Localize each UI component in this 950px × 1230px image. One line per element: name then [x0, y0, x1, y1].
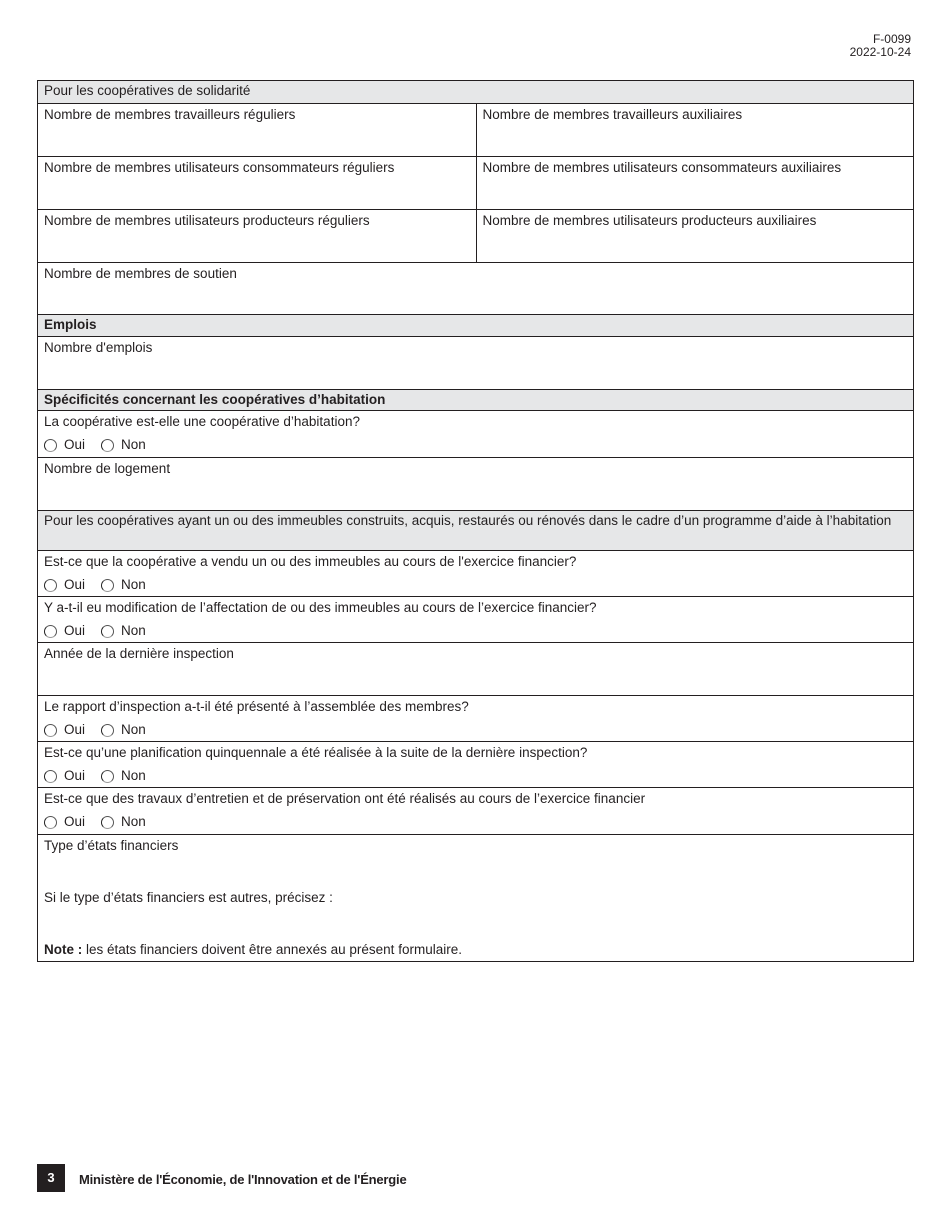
statements-type-label: Type d’états financiers	[44, 838, 179, 853]
question-is-housing	[38, 410, 913, 457]
radio-label-no: Non	[121, 623, 146, 638]
form-table	[37, 80, 914, 962]
radio-option-no[interactable]	[101, 437, 146, 453]
radio-circle[interactable]	[44, 579, 57, 592]
question-modification	[38, 596, 913, 642]
producer-auxiliary-field[interactable]	[476, 210, 914, 262]
row-consumers	[38, 156, 913, 209]
radio-label-yes: Oui	[64, 437, 86, 452]
section-housing	[38, 389, 913, 410]
radio-circle[interactable]	[44, 770, 57, 783]
consumer-regular-label: Nombre de membres utilisateurs consommateurs réguliers	[44, 160, 395, 175]
question-modification-label: Y a-t-il eu modification de l’affectation de ou des immeubles au cours de l’exercice financier?	[44, 600, 597, 615]
producer-regular-label: Nombre de membres utilisateurs producteurs réguliers	[44, 213, 370, 228]
note-label: Note :	[44, 942, 83, 957]
radio-circle[interactable]	[101, 579, 114, 592]
ministry-name: Ministère de l'Économie, de l'Innovation et de l'Énergie	[79, 1172, 407, 1187]
statements-other-label: Si le type d’états financiers est autres, précisez :	[44, 890, 333, 905]
jobs-count-field[interactable]	[38, 336, 913, 389]
radio-circle[interactable]	[44, 625, 57, 638]
consumer-auxiliary-field[interactable]	[476, 157, 914, 209]
radio-circle[interactable]	[101, 816, 114, 829]
section-jobs-title: Emplois	[44, 317, 97, 332]
worker-regular-label: Nombre de membres travailleurs réguliers	[44, 107, 296, 122]
radio-circle[interactable]	[44, 816, 57, 829]
radio-option-no[interactable]	[101, 768, 146, 784]
radio-group-report-presented	[44, 722, 907, 738]
support-members-label: Nombre de membres de soutien	[44, 266, 237, 281]
radio-option-yes[interactable]	[44, 768, 85, 784]
radio-label-yes: Oui	[64, 577, 86, 592]
radio-group-five-year-plan	[44, 768, 907, 784]
housing-units-field[interactable]	[38, 457, 913, 510]
form-date: 2022-10-24	[849, 45, 911, 59]
radio-option-yes[interactable]	[44, 577, 85, 593]
question-report-presented-label: Le rapport d’inspection a-t-il été présenté à l’assemblée des membres?	[44, 699, 469, 714]
radio-option-no[interactable]	[101, 577, 146, 593]
radio-group-modification	[44, 623, 907, 639]
statements-other-field[interactable]	[38, 887, 913, 939]
consumer-auxiliary-label: Nombre de membres utilisateurs consommateurs auxiliaires	[482, 160, 842, 175]
last-inspection-field[interactable]	[38, 642, 913, 695]
question-sold	[38, 550, 913, 596]
question-maintenance	[38, 787, 913, 834]
radio-label-no: Non	[121, 577, 146, 592]
radio-group-sold	[44, 577, 907, 593]
radio-label-no: Non	[121, 814, 146, 829]
question-five-year-plan	[38, 741, 913, 787]
radio-label-yes: Oui	[64, 814, 86, 829]
form-number: F-0099	[872, 32, 911, 46]
radio-circle[interactable]	[101, 625, 114, 638]
radio-circle[interactable]	[101, 770, 114, 783]
radio-option-no[interactable]	[101, 814, 146, 830]
statements-type-field[interactable]	[38, 835, 913, 887]
radio-circle[interactable]	[44, 439, 57, 452]
question-maintenance-label: Est-ce que des travaux d’entretien et de préservation ont été réalisés au cours de l’exercice financier	[44, 791, 646, 806]
last-inspection-label: Année de la dernière inspection	[44, 646, 234, 661]
question-five-year-plan-label: Est-ce qu’une planification quinquennale a été réalisée à la suite de la dernière inspection?	[44, 745, 588, 760]
radio-circle[interactable]	[101, 439, 114, 452]
page-number: 3	[47, 1170, 55, 1185]
section-program-title: Pour les coopératives ayant un ou des immeubles construits, acquis, restaurés ou rénovés dans le cadre d’un programme d’aide à l’habitation	[44, 513, 892, 528]
radio-label-no: Non	[121, 768, 146, 783]
radio-option-no[interactable]	[101, 722, 146, 738]
radio-label-yes: Oui	[64, 623, 86, 638]
radio-circle[interactable]	[44, 724, 57, 737]
radio-label-no: Non	[121, 722, 146, 737]
worker-auxiliary-field[interactable]	[476, 104, 914, 156]
row-workers	[38, 103, 913, 156]
support-members-field[interactable]	[38, 262, 913, 314]
radio-option-yes[interactable]	[44, 437, 85, 453]
note	[38, 939, 913, 958]
housing-units-label: Nombre de logement	[44, 461, 171, 476]
section-housing-title: Spécificités concernant les coopératives d’habitation	[44, 392, 386, 407]
radio-group-maintenance	[44, 814, 907, 830]
radio-option-yes[interactable]	[44, 722, 85, 738]
section-jobs	[38, 314, 913, 336]
worker-auxiliary-label: Nombre de membres travailleurs auxiliaires	[482, 107, 743, 122]
radio-group-is-housing	[44, 437, 907, 453]
radio-option-yes[interactable]	[44, 623, 85, 639]
question-is-housing-label: La coopérative est-elle une coopérative d’habitation?	[44, 414, 360, 429]
note-text: les états financiers doivent être annexés au présent formulaire.	[82, 942, 462, 957]
section-solidarity-title: Pour les coopératives de solidarité	[44, 83, 251, 98]
radio-label-no: Non	[121, 437, 146, 452]
page-number-badge	[37, 1164, 65, 1192]
producer-auxiliary-label: Nombre de membres utilisateurs producteurs auxiliaires	[482, 213, 817, 228]
financial-statements-block	[38, 834, 913, 961]
section-program	[38, 510, 913, 550]
question-report-presented	[38, 695, 913, 741]
consumer-regular-field[interactable]	[38, 157, 476, 209]
radio-label-yes: Oui	[64, 722, 86, 737]
radio-option-no[interactable]	[101, 623, 146, 639]
worker-regular-field[interactable]	[38, 104, 476, 156]
jobs-count-label: Nombre d'emplois	[44, 340, 153, 355]
radio-label-yes: Oui	[64, 768, 86, 783]
question-sold-label: Est-ce que la coopérative a vendu un ou des immeubles au cours de l'exercice financier?	[44, 554, 577, 569]
section-solidarity	[38, 81, 913, 103]
row-producers	[38, 209, 913, 262]
producer-regular-field[interactable]	[38, 210, 476, 262]
radio-option-yes[interactable]	[44, 814, 85, 830]
document-code	[850, 33, 911, 59]
radio-circle[interactable]	[101, 724, 114, 737]
